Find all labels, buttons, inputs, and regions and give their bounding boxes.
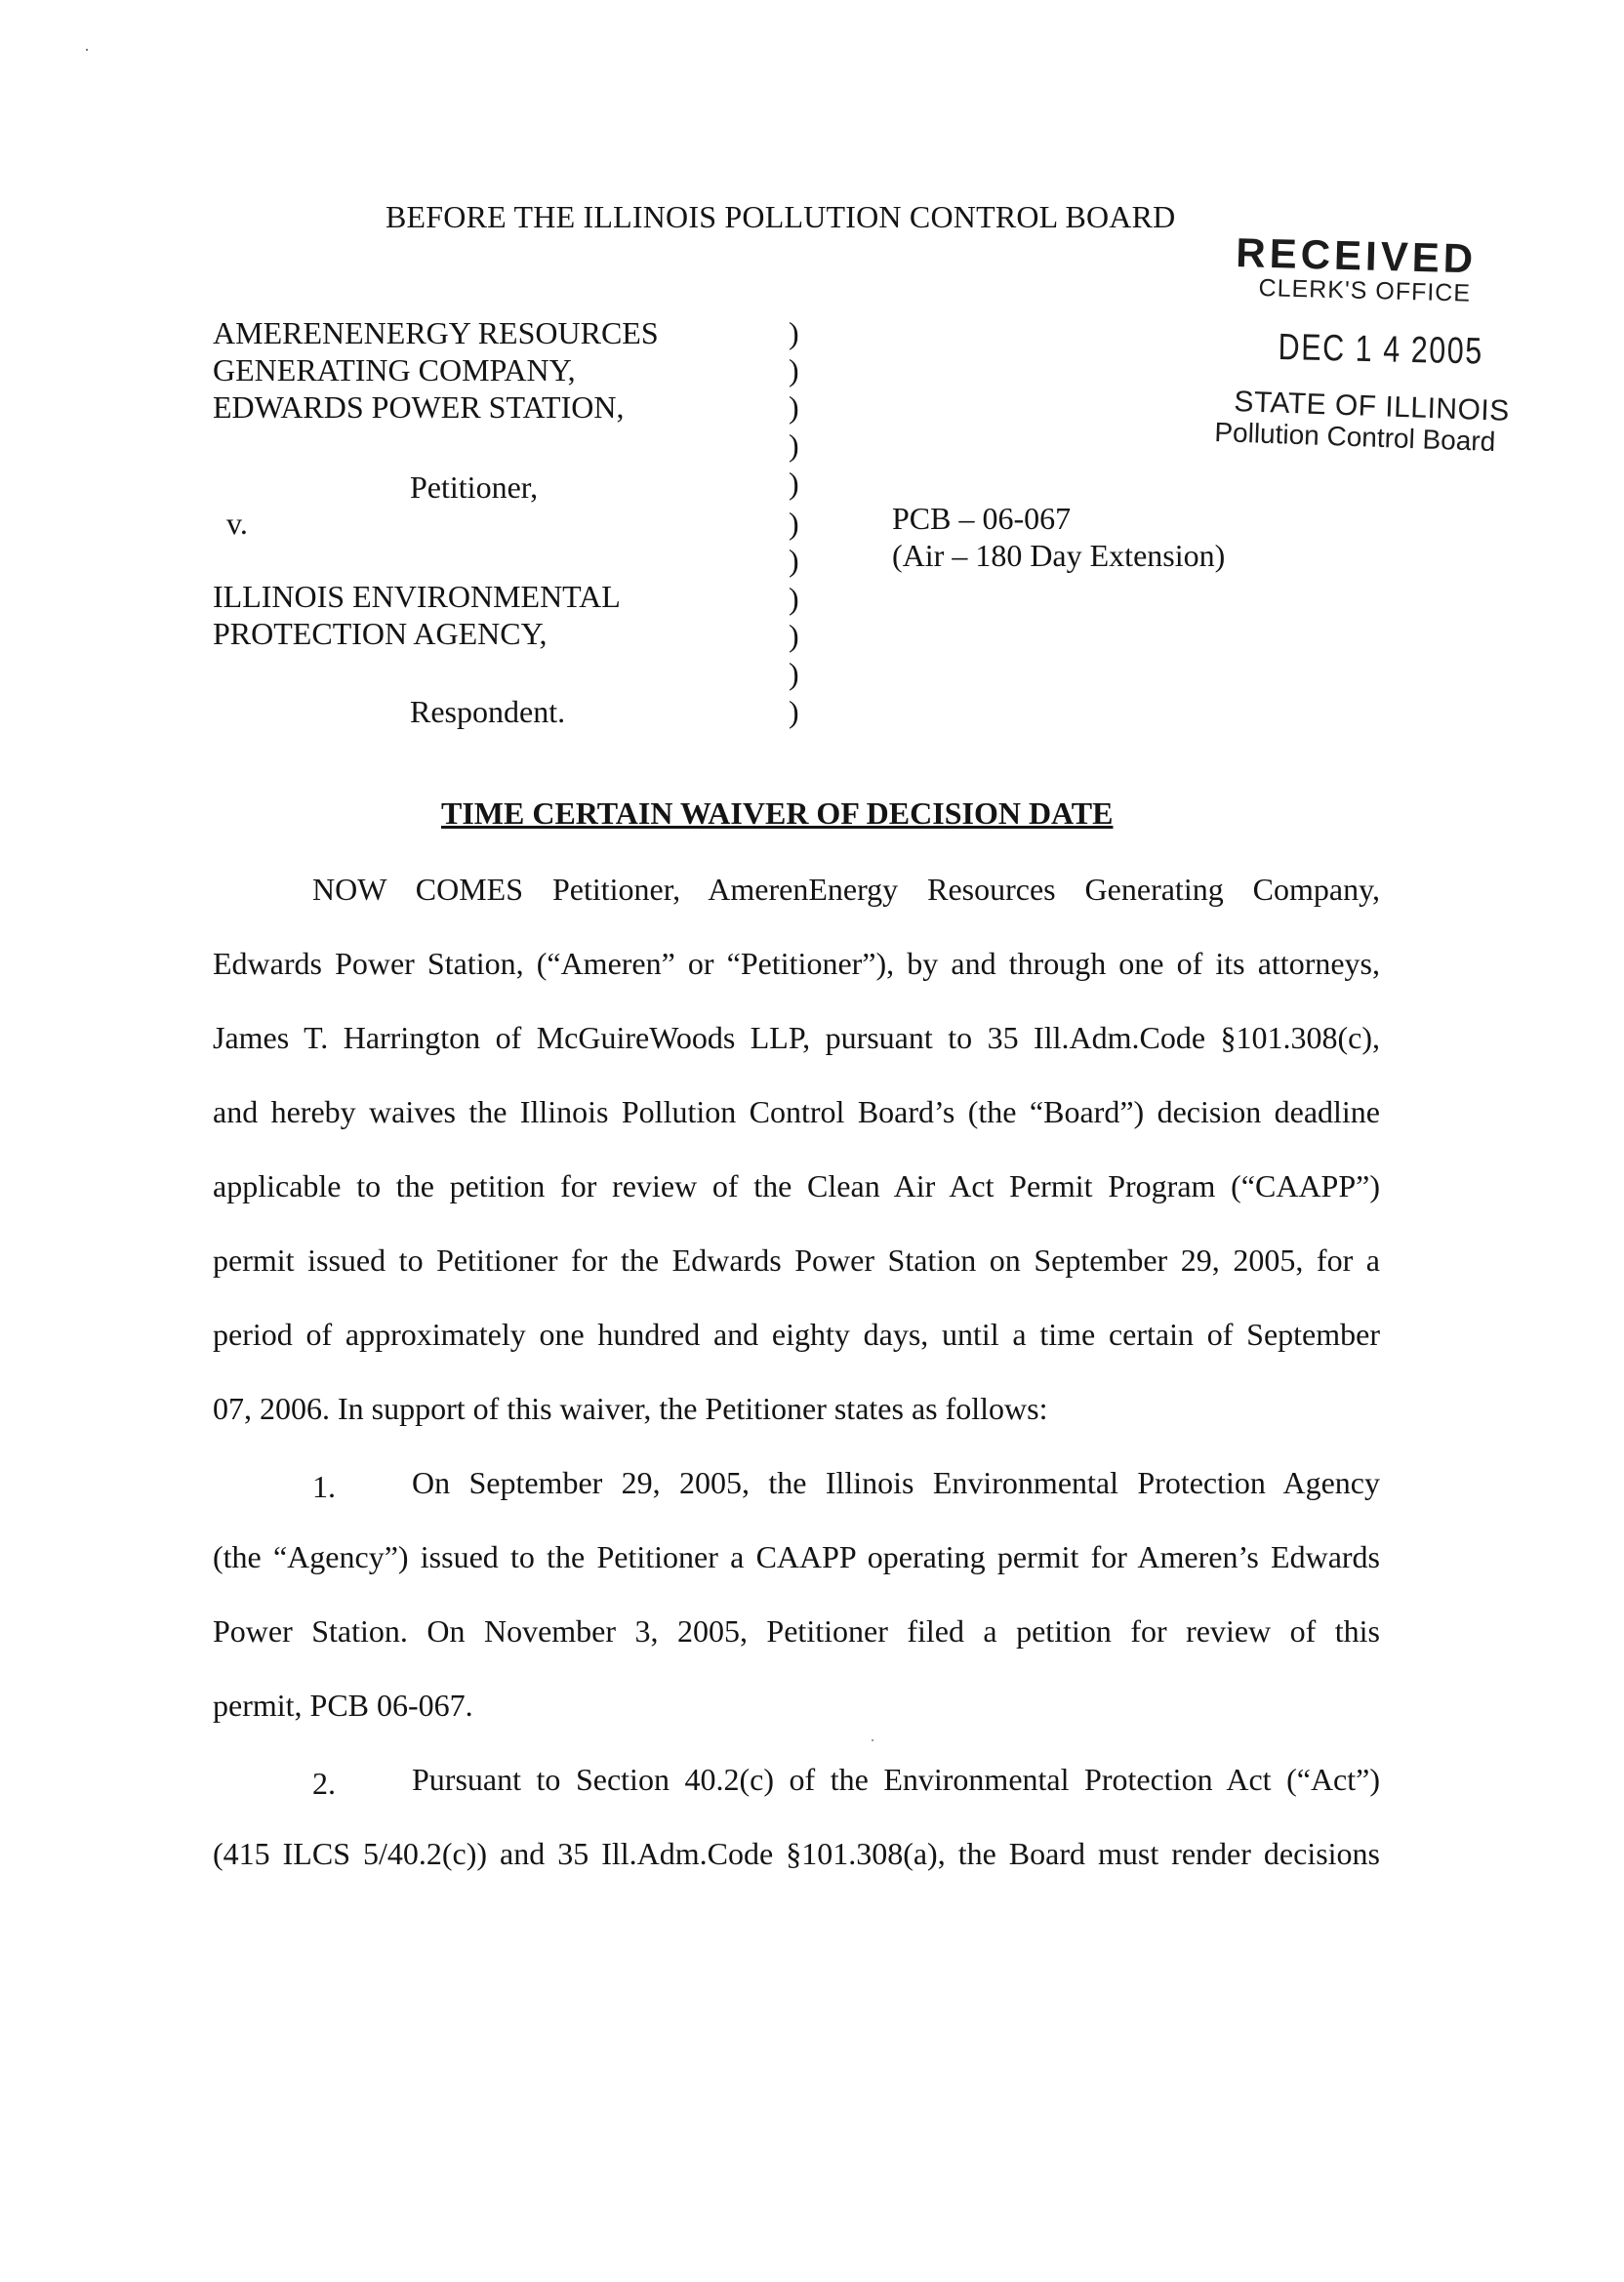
caption-paren: ) bbox=[789, 543, 799, 578]
stamp-board-text: Pollution Control Board bbox=[1213, 417, 1496, 458]
paragraph-number: 2. bbox=[312, 1766, 336, 1801]
respondent-role: Respondent. bbox=[410, 694, 566, 729]
caption-paren: ) bbox=[789, 694, 799, 729]
stamp-received-text: RECEIVED bbox=[1235, 229, 1478, 282]
petitioner-name-line: AMERENENERGY RESOURCES bbox=[213, 315, 659, 350]
paragraph-number: 1. bbox=[312, 1469, 336, 1504]
text-line: (415 ILCS 5/40.2(c)) and 35 Ill.Adm.Code §101.308(a), the Board must render decisions bbox=[213, 1836, 1380, 1871]
caption-paren: ) bbox=[789, 466, 799, 501]
text-line: 07, 2006. In support of this waiver, the Petitioner states as follows: bbox=[213, 1391, 1048, 1426]
stamp-office-text: CLERK'S OFFICE bbox=[1258, 274, 1472, 307]
stamp-date-text: DEC 1 4 2005 bbox=[1278, 327, 1484, 373]
text-line: Power Station. On November 3, 2005, Petitioner filed a petition for review of this bbox=[213, 1613, 1380, 1649]
caption-paren: ) bbox=[789, 315, 799, 350]
text-line: permit issued to Petitioner for the Edwards Power Station on September 29, 2005, for a bbox=[213, 1243, 1380, 1278]
document-title: TIME CERTAIN WAIVER OF DECISION DATE bbox=[441, 795, 1114, 831]
caption-paren: ) bbox=[789, 506, 799, 541]
text-line: period of approximately one hundred and eighty days, until a time certain of September bbox=[213, 1317, 1380, 1352]
text-line: Edwards Power Station, (“Ameren” or “Petitioner”), by and through one of its attorneys, bbox=[213, 946, 1380, 981]
text-line: permit, PCB 06-067. bbox=[213, 1688, 473, 1723]
petitioner-name-line: GENERATING COMPANY, bbox=[213, 352, 576, 387]
petitioner-role: Petitioner, bbox=[410, 469, 539, 505]
court-heading: BEFORE THE ILLINOIS POLLUTION CONTROL BOARD bbox=[386, 199, 1176, 234]
text-line: (the “Agency”) issued to the Petitioner a CAAPP operating permit for Ameren’s Edwards bbox=[213, 1539, 1380, 1574]
respondent-name-line: PROTECTION AGENCY, bbox=[213, 616, 548, 651]
text-line: and hereby waives the Illinois Pollution Control Board’s (the “Board”) decision deadline bbox=[213, 1094, 1380, 1129]
respondent-name-line: ILLINOIS ENVIRONMENTAL bbox=[213, 579, 621, 614]
caption-paren: ) bbox=[789, 389, 799, 425]
stamp-state-text: STATE OF ILLINOIS bbox=[1233, 386, 1511, 428]
scan-speck bbox=[86, 49, 88, 51]
text-line: On September 29, 2005, the Illinois Environmental Protection Agency bbox=[412, 1465, 1380, 1500]
docket-type: (Air – 180 Day Extension) bbox=[892, 538, 1226, 573]
text-line: applicable to the petition for review of the Clean Air Act Permit Program (“CAAPP”) bbox=[213, 1168, 1380, 1203]
caption-paren: ) bbox=[789, 618, 799, 653]
caption-paren: ) bbox=[789, 581, 799, 616]
caption-paren: ) bbox=[789, 656, 799, 691]
received-stamp bbox=[1205, 229, 1537, 464]
docket-number: PCB – 06-067 bbox=[892, 501, 1072, 536]
text-line: Pursuant to Section 40.2(c) of the Environmental Protection Act (“Act”) bbox=[412, 1762, 1380, 1797]
scan-speck bbox=[872, 1739, 873, 1741]
text-line: NOW COMES Petitioner, AmerenEnergy Resources Generating Company, bbox=[312, 872, 1380, 907]
caption-paren: ) bbox=[789, 428, 799, 463]
text-line: James T. Harrington of McGuireWoods LLP, pursuant to 35 Ill.Adm.Code §101.308(c), bbox=[213, 1020, 1380, 1055]
versus-label: v. bbox=[226, 506, 248, 541]
petitioner-name-line: EDWARDS POWER STATION, bbox=[213, 389, 625, 425]
caption-paren: ) bbox=[789, 352, 799, 387]
